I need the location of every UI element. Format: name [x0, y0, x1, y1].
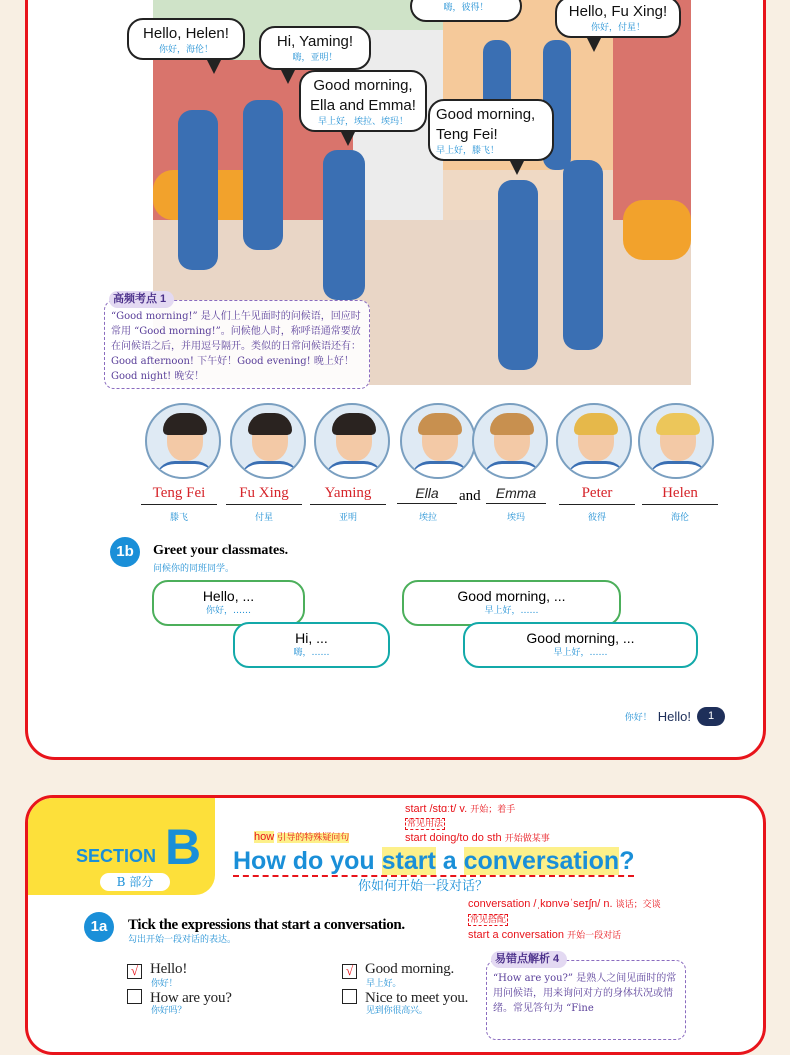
- portrait-teng-fei: [145, 403, 221, 479]
- annotation-conversation-box: 常见搭配: [470, 915, 507, 925]
- exercise-1b-cn: 问候你的同班同学。: [153, 564, 235, 574]
- name-cn: 埃玛: [506, 513, 525, 523]
- name-teng-fei: Teng Fei: [141, 485, 217, 505]
- page-footer: [625, 707, 725, 726]
- mistake-note-4: [486, 953, 686, 1040]
- mistake-tag: 易错点解析 4: [491, 951, 567, 968]
- footer-en: Hello!: [657, 709, 691, 724]
- section-heading: How do you start a conversation?: [233, 847, 635, 875]
- exercise-1a-title: Tick the expressions that start a conversation.: [128, 917, 405, 933]
- portrait-helen: [638, 403, 714, 479]
- name-helen: Helen: [642, 485, 718, 505]
- speech-bubble-ella-emma: Good morning, Ella and Emma! 早上好，埃拉、埃玛！: [299, 70, 427, 132]
- key-point-text: “Good morning!” 是人们上午见面时的问候语，回应时常用 “Good morning!”。问候他人时，称呼语通常要放在问候语之后，并用逗号隔开。类似的日常问候语还有：Good afternoon! 下午好！Good evening! 晚上好！ Good night! 晚安！: [111, 311, 361, 382]
- name-emma: Emma: [486, 485, 546, 504]
- exercise-1b-badge: 1b: [110, 537, 140, 567]
- annotation-start-box: 常见用法: [407, 819, 444, 829]
- name-cn: 付星: [254, 513, 273, 523]
- tick-item-nice-to-meet-you[interactable]: Nice to meet you. 见到你很高兴。: [342, 989, 468, 1016]
- speech-bubble-helen: Hello, Helen! 你好，海伦！: [127, 18, 245, 60]
- greet-bubble-good-morning-2: Good morning, ... 早上好，……: [463, 622, 698, 668]
- tick-item-good-morning[interactable]: √ Good morning. 早上好。: [342, 961, 454, 989]
- section-letter: B: [165, 819, 202, 875]
- annotation-conversation-use: start a conversation 开始一段对话: [468, 929, 622, 941]
- exercise-1b-title: Greet your classmates.: [153, 543, 289, 558]
- exercise-1a-cn: 勾出开始一段对话的表达。: [128, 935, 237, 945]
- name-cn: 海伦: [670, 513, 689, 523]
- key-point-note-1: [104, 293, 370, 389]
- speech-bubble-fu-xing: Hello, Fu Xing! 你好，付星！: [555, 0, 681, 38]
- greet-bubble-good-morning-1: Good morning, ... 早上好，……: [402, 580, 621, 626]
- greet-bubble-hello: Hello, ... 你好，……: [152, 580, 305, 626]
- tick-item-hello[interactable]: √ Hello! 你好！: [127, 961, 187, 989]
- annotation-start: start /stɑːt/ v. 开始；着手: [405, 803, 516, 815]
- portrait-fu-xing: [230, 403, 306, 479]
- key-point-tag: 高频考点 1: [109, 291, 174, 308]
- speech-bubble-peter: 嗨，彼得！: [410, 0, 522, 22]
- portrait-ella: [400, 403, 476, 479]
- name-peter: Peter: [559, 485, 635, 505]
- exercise-1a-badge: 1a: [84, 912, 114, 942]
- checkbox[interactable]: [127, 989, 142, 1004]
- section-label: SECTION: [76, 846, 157, 866]
- annotation-conversation: conversation /ˌkɒnvəˈseɪʃn/ n. 谈话；交谈: [468, 898, 661, 910]
- name-yaming: Yaming: [310, 485, 386, 505]
- mistake-text: “How are you?” 是熟人之间见面时的常用问候语，用来询问对方的身体状况或情绪。常见答句为 “Fine: [493, 973, 677, 1014]
- section-heading-cn: 你如何开始一段对话？: [358, 879, 489, 894]
- portrait-peter: [556, 403, 632, 479]
- speech-bubble-yaming: Hi, Yaming! 嗨，亚明！: [259, 26, 371, 70]
- name-cn: 滕飞: [169, 513, 188, 523]
- page-number: 1: [697, 707, 725, 726]
- speech-bubble-teng-fei: Good morning, Teng Fei! 早上好，滕飞！: [428, 99, 554, 161]
- checkbox-checked[interactable]: √: [342, 964, 357, 979]
- footer-cn: 你好！: [624, 713, 652, 723]
- section-cn: B 部分: [100, 873, 170, 891]
- greet-bubble-hi: Hi, ... 嗨，……: [233, 622, 390, 668]
- name-fu-xing: Fu Xing: [226, 485, 302, 505]
- name-cn: 亚明: [338, 513, 357, 523]
- annotation-how: how 引导的特殊疑问句: [254, 831, 350, 843]
- name-ella: Ella: [397, 485, 457, 504]
- name-cn: 彼得: [587, 513, 606, 523]
- annotation-start-use: start doing/to do sth 开始做某事: [405, 832, 550, 844]
- checkbox-checked[interactable]: √: [127, 964, 142, 979]
- section-b-header: [28, 798, 215, 895]
- tick-item-how-are-you[interactable]: How are you? 你好吗？: [127, 989, 232, 1016]
- and-text: and: [459, 488, 481, 504]
- portrait-yaming: [314, 403, 390, 479]
- portrait-emma: [472, 403, 548, 479]
- name-cn: 埃拉: [418, 513, 437, 523]
- checkbox[interactable]: [342, 989, 357, 1004]
